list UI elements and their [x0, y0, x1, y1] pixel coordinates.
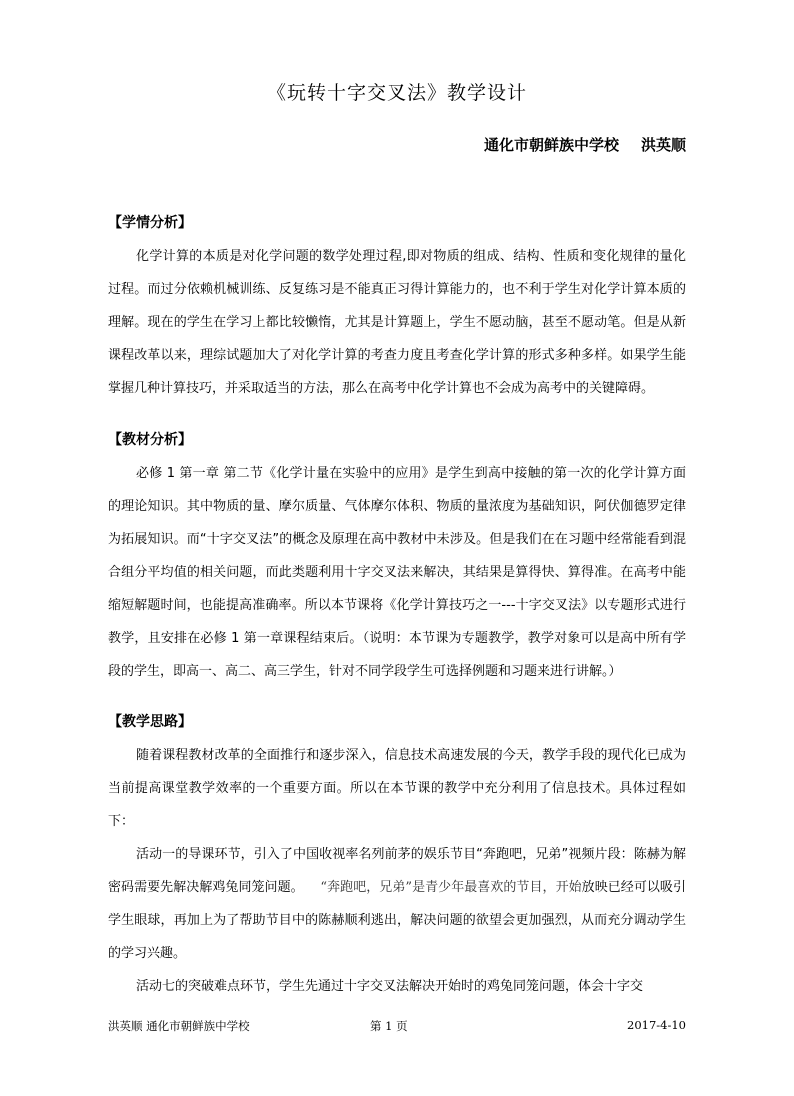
footer-date: 2017-4-10: [627, 1018, 686, 1032]
section-heading: 【教学思路】: [108, 714, 192, 730]
paragraph-text: 放映已经可以吸引学生眼球，再加上为了帮助节目中的陈赫顺利逃出，解决问题的欲望会更加强烈，从而充分调动学生的学习兴趣。: [108, 880, 686, 961]
section-heading: 【学情分析】: [108, 215, 192, 231]
page-number: 第 1 页: [370, 1019, 408, 1033]
inline-quote: “奔跑吧，兄弟”是青少年最喜欢的节目，开始: [320, 880, 582, 895]
section-textbook-analysis: [108, 423, 686, 688]
paragraph: [108, 838, 686, 970]
author-line: [484, 134, 686, 155]
paragraph: 化学计算的本质是对化学问题的数学处理过程,即对物质的组成、结构、性质和变化规律的量化过程。而过分依赖机械训练、反复练习是不能真正习得计算能力的，也不利于学生对化学计算本质的理解。现在的学生在学习上都比较懒惰，尤其是计算题上，学生不愿动脑，甚至不愿动笔。但是从新课程改革以来，理综试题加大了对化学计算的考查力度且考查化学计算的形式多种多样。如果学生能掌握几种计算技巧，并采取适当的方法，那么在高考中化学计算也不会成为高考中的关键障碍。: [108, 249, 686, 396]
author-name: 洪英顺: [640, 136, 686, 154]
paragraph: 必修 1 第一章 第二节《化学计量在实验中的应用》是学生到高中接触的第一次的化学计算方面的理论知识。其中物质的量、摩尔质量、气体摩尔体积、物质的量浓度为基础知识，阿伏伽德罗定律为拓展知识。而“十字交叉法”的概念及原理在高中教材中未涉及。但是我们在在习题中经常能看到混合组分平均值的相关问题，而此类题利用十字交叉法来解决，其结果是算得快、算得准。在高考中能缩短解题时间，也能提高准确率。所以本节课将《化学计算技巧之一---十字交叉法》以专题形式进行教学，且安排在必修 1 第一章课程结束后。（说明：本节课为专题教学，教学对象可以是高中所有学段的学生，即高一、高二、高三学生，针对不同学段学生可选择例题和习题来进行讲解。）: [108, 466, 686, 679]
author-school: 通化市朝鲜族中学校: [483, 136, 619, 154]
section-teaching-approach: [108, 705, 686, 1003]
section-heading: 【教材分析】: [108, 432, 192, 448]
paragraph: 活动七的突破难点环节，学生先通过十字交叉法解决开始时的鸡兔同笼问题，体会十字交: [136, 979, 644, 994]
section-learning-analysis: [108, 206, 686, 405]
footer-author: 洪英顺 通化市朝鲜族中学校: [108, 1019, 250, 1033]
paragraph: 随着课程教材改革的全面推行和逐步深入，信息技术高速发展的今天，教学手段的现代化已成为当前提高课堂教学效率的一个重要方面。所以在本节课的教学中充分利用了信息技术。具体过程如下：: [108, 748, 686, 829]
paragraph-text: 活动一的导课环节，引入了中国收视率名列前茅的娱乐节目“奔跑吧，兄弟”视频片段：陈赫为解密码需要先解决解鸡兔同笼问题。: [108, 847, 686, 895]
document-title: 《玩转十字交叉法》教学设计: [266, 82, 527, 104]
